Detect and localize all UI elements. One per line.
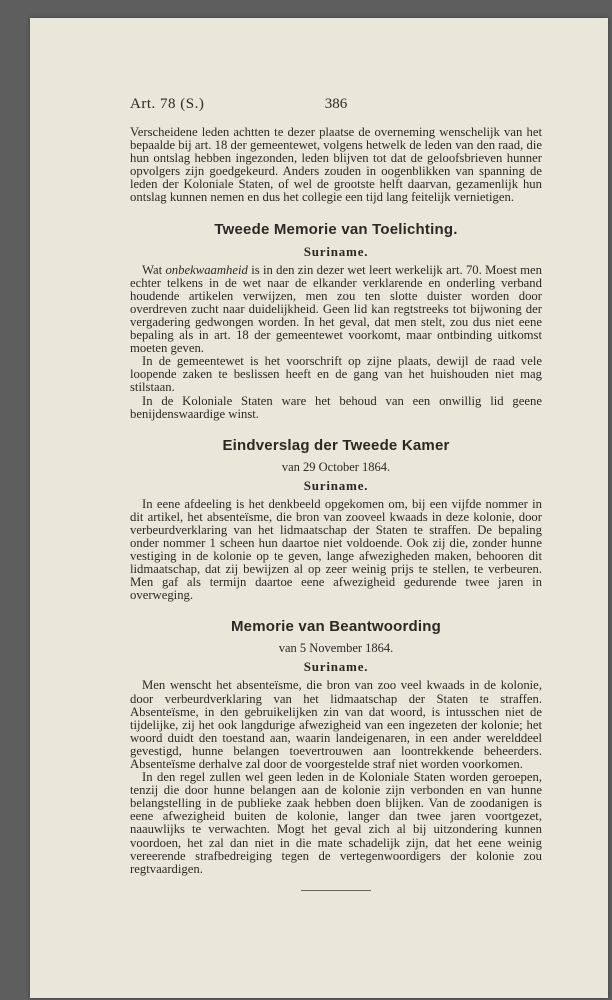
section-subtitle-suriname: Suriname. bbox=[303, 243, 369, 259]
section-title-tweede-memorie: Tweede Memorie van Toelichting. bbox=[214, 220, 458, 238]
body-paragraph bbox=[130, 264, 542, 356]
section-date: van 29 October 1864. bbox=[281, 459, 391, 474]
article-reference: Art. 78 (S.) bbox=[130, 96, 205, 112]
section-date: van 5 November 1864. bbox=[278, 641, 394, 656]
paragraph-rest: is in den zin dezer wet leert werkelijk art. 70. Moest men echter telkens in de wet naar de elkander verklarende en onderling verband houdende artikelen verwijzen, men zou ten slotte duister worden door overdreven zucht naar duidelijkheid. Geen lid kan regtstreeks tot bijwoning der vergadering gedwongen worden. In het geval, dat men stelt, zou dus niet eene bepaling als in art. 18 der gemeentewet voorkomt, maar ontbinding uitkomst moeten geven. bbox=[130, 262, 542, 356]
body-paragraph: In de Koloniale Staten ware het behoud van een onwillig lid geene benijdenswaardige winst. bbox=[130, 393, 542, 421]
closing-rule bbox=[301, 890, 371, 891]
body-paragraph: In de gemeentewet is het voorschrift op zijne plaats, dewijl de raad vele loopende zaken te beslissen heeft en de gang van het huishouden niet mag stilstaan. bbox=[130, 354, 542, 395]
paragraph-prefix: Wat bbox=[142, 262, 166, 277]
intro-paragraph: Verscheidene leden achtten te dezer plaatse de overneming wenschelijk van het bepaalde bij art. 18 der gemeentewet, volgens hetwelk de leden van den raad, die hun ontslag hebben ingezonden, leden blijven tot dat de geloofsbrieven hunner opvolgers zijn goedgekeurd. Anders zouden in oogenblikken van spanning de leden der Koloniale Staten, of wel de grootste helft daarvan, gezamenlijk hun ontslag kunnen nemen en dus het collegie een tijd lang feitelijk vernietigen. bbox=[130, 125, 542, 205]
section-title-eindverslag: Eindverslag der Tweede Kamer bbox=[222, 436, 450, 454]
italic-term: onbekwaamheid bbox=[165, 262, 248, 277]
page-number: 386 bbox=[324, 96, 348, 112]
body-paragraph: In eene afdeeling is het denkbeeld opgekomen om, bij een vijfde nommer in dit artikel, het absenteïsme, die bron van zooveel kwaads in deze kolonie, door verbeurdverklaring van het lidmaatschap der Staten te straffen. De bepaling onder nommer 1 scheen hun daartoe niet voldoende. Ook zij die, zonder hunne vestiging in de kolonie op te geven, lange afwezigheden maken, behooren dit lidmaatschap, dat zij bewijzen al op zeer weinig prijs te stellen, te verbeuren. Men gaf als termijn daartoe eene afwezigheid gedurende twee jaren in overweging. bbox=[130, 496, 542, 603]
body-paragraph: Men wenscht het absenteïsme, die bron van zoo veel kwaads in de kolonie, door verbeurdverklaring van het lidmaatschap der Staten te straffen. Absenteïsme, in den gebruikelijken zin van dat woord, is intusschen niet de tijdelijke, zij het ook langdurige afwezigheid van een ingezeten der kolonie; het woord duidt den toestand aan, waarin landeigenaren, in een ander werelddeel gevestigd, hunne belangen toevertrouwen aan loontrekkende beheerders. Absenteïsme derhalve zal door de voorgestelde straf niet worden voorkomen. bbox=[130, 678, 542, 771]
body-paragraph: In den regel zullen wel geen leden in de Koloniale Staten worden geroepen, tenzij die door hunne belangen aan de kolonie zijn verbonden en van hunne belangstelling in de publieke zaak hebben doen blijken. Van de zoodanigen is eene afwezigheid buiten de kolonie, langer dan twee jaren voortgezet, naauwlijks te verwachten. Mogt het geval zich al bij uitzondering kunnen voordoen, het zal dan niet in die mate schadelijk zijn, dat het eene weinig vereerende strafbedreiging tegen de vertegenwoordigers der kolonie zou regtvaardigen. bbox=[130, 770, 542, 876]
section-subtitle-suriname: Suriname. bbox=[303, 477, 369, 493]
book-page bbox=[30, 18, 608, 998]
section-title-memorie-beantwoording: Memorie van Beantwoording bbox=[230, 618, 442, 636]
running-header bbox=[130, 96, 542, 126]
section-subtitle-suriname: Suriname. bbox=[303, 659, 369, 675]
page-content bbox=[130, 96, 542, 891]
